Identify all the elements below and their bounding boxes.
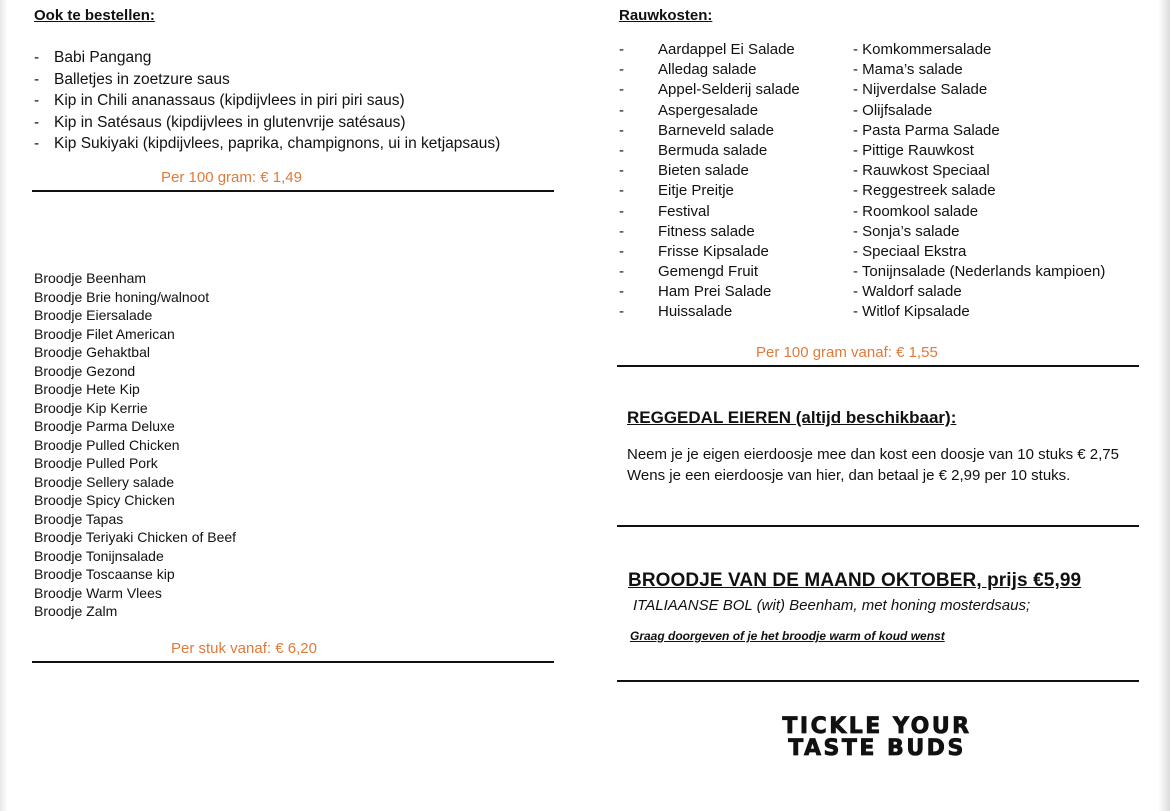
order-item: [34, 69, 554, 91]
raw-dash: -: [619, 121, 624, 139]
raw-item-right-label: - Nijverdalse Salade: [853, 81, 988, 99]
raw-item-right: [853, 282, 1153, 302]
raw-item-right: [853, 222, 1153, 242]
order-item: [34, 133, 554, 155]
month-note: Graag doorgeven of je het broodje warm of koud wenst: [630, 629, 945, 643]
list-dash: -: [34, 49, 40, 66]
raw-dash: -: [619, 101, 624, 119]
raw-item-left: [658, 302, 848, 322]
raw-item-left: [658, 282, 848, 302]
list-dash: -: [34, 70, 40, 88]
raw-item-right: [853, 262, 1153, 282]
month-description: ITALIAANSE BOL (wit) Beenham, met honing mosterdsaus;: [633, 597, 1031, 614]
bread-item: [34, 399, 434, 418]
bread-item: [34, 436, 434, 455]
bread-item-label: Broodje Parma Deluxe: [34, 418, 175, 434]
bread-item-label: Broodje Filet American: [34, 325, 175, 342]
raw-item-left-label: Aardappel Ei Salade: [658, 41, 795, 58]
raw-item-left-label: Bieten salade: [658, 162, 749, 180]
bread-item: [34, 380, 434, 399]
raw-item-right-label: - Rauwkost Speciaal: [853, 162, 990, 180]
raw-dash: -: [619, 141, 624, 159]
raw-price: Per 100 gram vanaf: € 1,55: [756, 344, 938, 361]
list-dash: -: [34, 135, 40, 153]
bread-item-label: Broodje Beenham: [34, 270, 147, 286]
bread-item: [34, 417, 434, 436]
raw-item-left: [658, 202, 848, 222]
raw-item-left-label: Alledag salade: [658, 61, 757, 79]
order-list: [34, 47, 554, 155]
raw-item-right: [853, 101, 1153, 121]
month-heading: BROODJE VAN DE MAAND OKTOBER, prijs €5,99: [628, 570, 1082, 591]
slogan-line-1: TICKLE YOUR: [782, 714, 972, 739]
raw-dash: -: [619, 263, 624, 281]
eggs-line-2: Wens je een eierdoosje van hier, dan betaal je € 2,99 per 10 stuks.: [627, 467, 1071, 484]
bread-price: Per stuk vanaf: € 6,20: [171, 640, 317, 657]
raw-item-right-label: - Komkommersalade: [853, 41, 992, 58]
raw-item-left-label: Aspergesalade: [658, 101, 759, 119]
bread-item-label: Broodje Tonijnsalade: [34, 547, 164, 564]
raw-item-right-label: - Sonja’s salade: [853, 222, 960, 240]
raw-item-left-label: Festival: [658, 202, 710, 220]
raw-item-left: [658, 242, 848, 262]
raw-item-left: [658, 40, 848, 60]
page-edge-right: [1158, 0, 1170, 811]
bread-item-label: Broodje Spicy Chicken: [34, 492, 175, 508]
bread-item: [34, 510, 434, 529]
raw-item-left-label: Eitje Preitje: [658, 182, 734, 200]
order-item-label: Kip Sukiyaki (kipdijvlees, paprika, champignons, ui in ketjapsaus): [54, 135, 501, 153]
raw-item-right: [853, 302, 1153, 322]
order-item-label: Balletjes in zoetzure saus: [54, 70, 230, 88]
raw-dash: -: [619, 242, 624, 260]
raw-item-left: [658, 60, 848, 80]
order-item: [34, 112, 554, 134]
raw-item-right: [853, 60, 1153, 80]
raw-item-right-label: - Mama’s salade: [853, 61, 963, 79]
raw-item-left-label: Frisse Kipsalade: [658, 242, 769, 260]
bread-item: [34, 343, 434, 362]
raw-item-right: [853, 121, 1153, 141]
raw-list-right: [853, 40, 1153, 323]
raw-item-left-label: Fitness salade: [658, 222, 755, 240]
raw-dash: -: [619, 222, 624, 240]
divider: [617, 365, 1139, 367]
bread-item: [34, 306, 434, 325]
raw-item-right: [853, 40, 1153, 60]
raw-item-right-label: - Pittige Rauwkost: [853, 141, 974, 159]
raw-item-left: [658, 101, 848, 121]
raw-item-left: [658, 222, 848, 242]
bread-item: [34, 528, 434, 547]
raw-item-right-label: - Roomkool salade: [853, 202, 979, 220]
raw-item-right-label: - Pasta Parma Salade: [853, 121, 1000, 139]
bread-item: [34, 325, 434, 344]
bread-item-label: Broodje Pulled Chicken: [34, 436, 180, 453]
bread-item: [34, 288, 434, 307]
raw-list-left: [658, 40, 848, 323]
bread-item: [34, 602, 434, 621]
divider: [617, 680, 1139, 682]
bread-item: [34, 473, 434, 492]
raw-item-left: [658, 181, 848, 201]
raw-dash: -: [619, 162, 624, 180]
raw-item-right: [853, 202, 1153, 222]
raw-item-left-label: Gemengd Fruit: [658, 263, 759, 281]
raw-item-right-label: - Witlof Kipsalade: [853, 303, 970, 321]
eggs-heading: REGGEDAL EIEREN (altijd beschikbaar):: [627, 408, 957, 427]
raw-item-right: [853, 161, 1153, 181]
raw-item-right: [853, 141, 1153, 161]
order-item-label: Kip in Satésaus (kipdijvlees in glutenvrije satésaus): [54, 113, 406, 131]
bread-item: [34, 269, 434, 288]
raw-heading: Rauwkosten:: [619, 7, 713, 24]
bread-item-label: Broodje Gehaktbal: [34, 344, 150, 360]
bread-item-label: Broodje Kip Kerrie: [34, 399, 148, 416]
bread-item-label: Broodje Pulled Pork: [34, 455, 158, 471]
bread-item-label: Broodje Eiersalade: [34, 307, 153, 323]
bread-item: [34, 491, 434, 510]
order-item: [34, 90, 554, 112]
raw-dash: -: [619, 283, 624, 301]
raw-item-left: [658, 121, 848, 141]
order-item-label: Kip in Chili ananassaus (kipdijvlees in piri piri saus): [54, 92, 405, 110]
raw-dash: -: [619, 303, 624, 321]
list-dash: -: [34, 92, 40, 110]
bread-item: [34, 565, 434, 584]
raw-dash: -: [619, 61, 624, 79]
bread-item-label: Broodje Tapas: [34, 510, 124, 527]
raw-item-left-label: Appel-Selderij salade: [658, 81, 800, 99]
raw-item-left-label: Barneveld salade: [658, 121, 774, 139]
raw-item-right: [853, 242, 1153, 262]
raw-item-right: [853, 181, 1153, 201]
bread-list: [34, 269, 434, 621]
slogan: [700, 716, 1054, 760]
list-dash: -: [34, 113, 40, 131]
raw-dash: -: [619, 81, 624, 99]
bread-item-label: Broodje Zalm: [34, 603, 118, 619]
raw-dash: -: [619, 182, 624, 200]
page-edge-left: [0, 0, 8, 811]
bread-item: [34, 362, 434, 381]
raw-item-left: [658, 141, 848, 161]
divider: [32, 190, 554, 192]
raw-item-left-label: Ham Prei Salade: [658, 283, 772, 301]
bread-item-label: Broodje Teriyaki Chicken of Beef: [34, 529, 237, 545]
raw-item-left: [658, 262, 848, 282]
bread-item-label: Broodje Sellery salade: [34, 473, 175, 490]
divider: [617, 525, 1139, 527]
eggs-line-1: Neem je je eigen eierdoosje mee dan kost een doosje van 10 stuks € 2,75: [627, 446, 1119, 463]
raw-item-right: [853, 80, 1153, 100]
bread-item-label: Broodje Warm Vlees: [34, 584, 162, 601]
raw-item-right-label: - Olijfsalade: [853, 101, 933, 119]
raw-item-left-label: Huissalade: [658, 303, 733, 321]
raw-dash-column: [619, 40, 639, 323]
raw-dash: -: [619, 202, 624, 220]
bread-item: [34, 454, 434, 473]
raw-item-right-label: - Speciaal Ekstra: [853, 242, 967, 260]
raw-item-left: [658, 80, 848, 100]
bread-item-label: Broodje Hete Kip: [34, 381, 140, 397]
raw-item-right-label: - Reggestreek salade: [853, 182, 996, 200]
divider: [32, 661, 554, 663]
bread-item-label: Broodje Brie honing/walnoot: [34, 288, 210, 305]
bread-item: [34, 547, 434, 566]
raw-item-right-label: - Waldorf salade: [853, 283, 962, 301]
bread-item: [34, 584, 434, 603]
bread-item-label: Broodje Gezond: [34, 362, 136, 379]
raw-item-left-label: Bermuda salade: [658, 141, 768, 159]
slogan-line-2: TASTE BUDS: [788, 736, 966, 761]
raw-item-left: [658, 161, 848, 181]
order-price: Per 100 gram: € 1,49: [161, 169, 302, 186]
raw-item-right-label: - Tonijnsalade (Nederlands kampioen): [853, 263, 1106, 281]
order-item: [34, 47, 554, 69]
order-item-label: Babi Pangang: [54, 49, 152, 66]
bread-item-label: Broodje Toscaanse kip: [34, 566, 175, 582]
raw-dash: -: [619, 41, 624, 58]
eggs-text: [627, 444, 1147, 486]
order-heading: Ook te bestellen:: [34, 7, 155, 24]
